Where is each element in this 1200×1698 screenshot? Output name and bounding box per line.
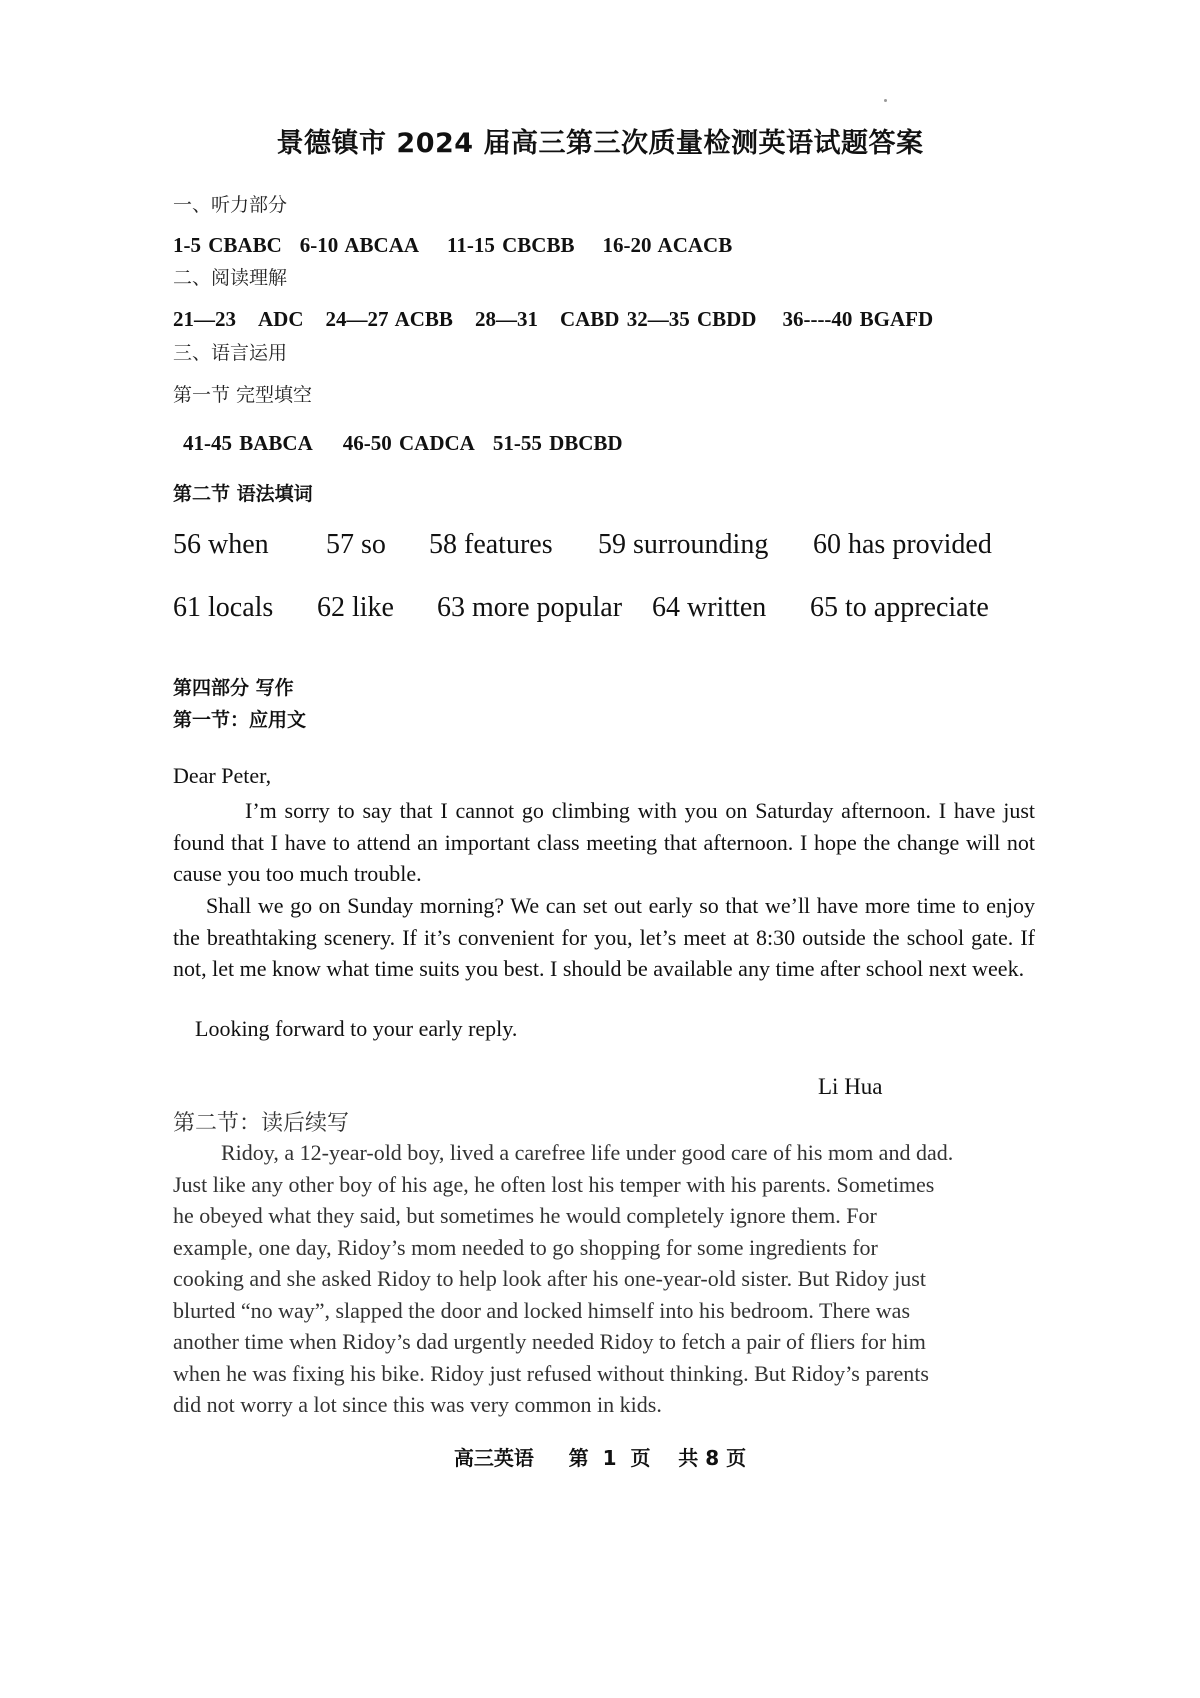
cloze-heading: 第一节 完型填空 <box>173 384 313 406</box>
story-line: when he was fixing his bike. Ridoy just refused without thinking. But Ridoy’s parents <box>173 1360 929 1386</box>
cloze-answers <box>183 431 647 456</box>
answer-group: 11-15 CBCBB <box>447 233 575 257</box>
answer-group: 24—27 ACBB <box>325 307 453 331</box>
story-line: Just like any other boy of his age, he often lost his temper with his parents. Sometimes <box>173 1171 935 1197</box>
language-use-heading: 三、语言运用 <box>173 342 288 364</box>
answer-group: 21—23 <box>173 307 236 331</box>
story-line: blurted “no way”, slapped the door and locked himself into his bedroom. There was <box>173 1297 911 1323</box>
letter-signature: Li Hua <box>818 1074 883 1099</box>
answer-group: ADC <box>258 307 304 331</box>
story-line: Ridoy, a 12-year-old boy, lived a carefree life under good care of his mom and dad. <box>221 1140 954 1165</box>
grammar-answers-row-1 <box>173 529 992 561</box>
grammar-answer: 60 has provided <box>813 529 992 560</box>
grammar-answer: 58 features <box>429 529 553 560</box>
grammar-answer: 63 more popular <box>437 592 623 623</box>
answer-group: 46-50 CADCA <box>342 431 475 455</box>
story-line: cooking and she asked Ridoy to help look after his one-year-old sister. But Ridoy just <box>173 1266 926 1291</box>
answer-group: 1-5 CBABC <box>173 233 282 257</box>
story-line: another time when Ridoy’s dad urgently needed Ridoy to fetch a pair of fliers for him <box>173 1329 926 1354</box>
story-passage <box>173 1137 1043 1421</box>
practical-writing-heading: 第一节：应用文 <box>173 709 307 731</box>
grammar-answer: 62 like <box>317 592 394 623</box>
letter-paragraph-1: I’m sorry to say that I cannot go climbing with you on Saturday afternoon. I have just found that I have to attend an important class meeting that afternoon. I hope the change will not cause you too much trouble. <box>173 798 1035 886</box>
scan-speck <box>884 99 887 102</box>
grammar-answer: 59 surrounding <box>598 529 769 560</box>
writing-heading: 第四部分 写作 <box>173 677 294 699</box>
grammar-answer: 64 written <box>652 592 767 623</box>
answer-group: 6-10 ABCAA <box>299 233 420 257</box>
grammar-answer: 61 locals <box>173 592 274 623</box>
grammar-answer: 65 to appreciate <box>810 592 989 623</box>
letter-greeting: Dear Peter, <box>173 763 272 788</box>
continuation-writing-heading: 第二节：读后续写 <box>173 1110 350 1135</box>
listening-answers <box>173 233 756 258</box>
story-line: he obeyed what they said, but sometimes he would completely ignore them. For <box>173 1203 877 1228</box>
story-line: did not worry a lot since this was very common in kids. <box>173 1392 662 1417</box>
letter-paragraph-2: Shall we go on Sunday morning? We can set out early so that we’ll have more time to enjoy the breathtaking scenery. If it’s convenient for you, let’s meet at 8:30 outside the school gate. If not, let me know what time suits you best. I should be available any time after school next week. <box>173 893 1035 981</box>
page-title: 景德镇市 2024 届高三第三次质量检测英语试题答案 <box>276 128 924 159</box>
page-footer <box>0 1442 1200 1471</box>
answer-group: CABD 32—35 CBDD <box>559 307 757 331</box>
reading-answers <box>173 307 957 332</box>
grammar-answer: 57 so <box>326 529 386 560</box>
answer-group: 51-55 DBCBD <box>492 431 623 455</box>
grammar-answer: 56 when <box>173 529 269 560</box>
listening-heading: 一、听力部分 <box>173 194 288 216</box>
answer-group: 28—31 <box>474 307 538 331</box>
grammar-answers-row-2 <box>173 592 989 624</box>
answer-group: 36----40 BGAFD <box>782 307 934 331</box>
answer-group: 41-45 BABCA <box>183 431 313 455</box>
story-line: example, one day, Ridoy’s mom needed to go shopping for some ingredients for <box>173 1234 878 1260</box>
answer-group: 16-20 ACACB <box>602 233 733 257</box>
grammar-heading: 第二节 语法填词 <box>173 483 313 505</box>
letter-closing: Looking forward to your early reply. <box>195 1016 518 1041</box>
reading-heading: 二、阅读理解 <box>173 267 288 289</box>
page-number: 高三英语 第 1 页 共 8 页 <box>453 1446 747 1470</box>
